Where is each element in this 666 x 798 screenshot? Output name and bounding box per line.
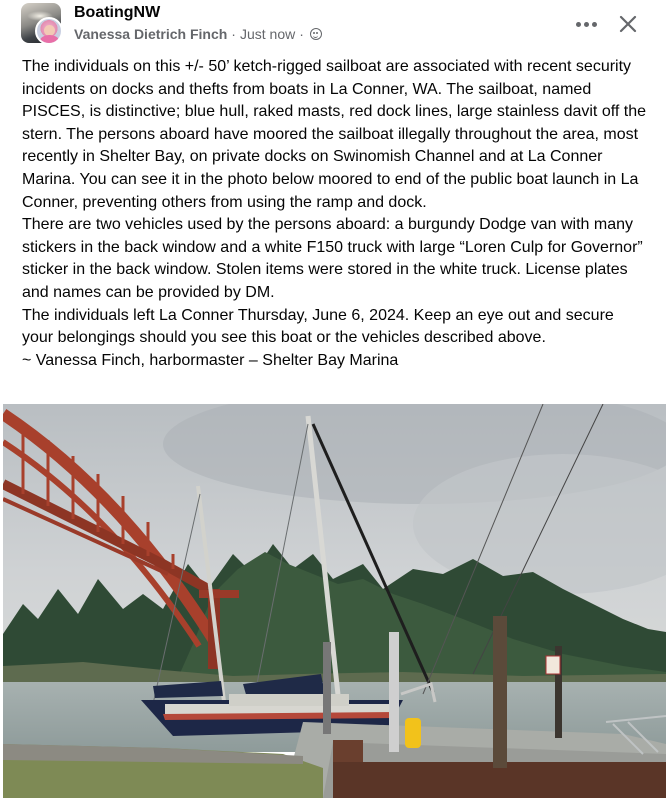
author-name[interactable]: Vanessa Dietrich Finch [74, 26, 228, 42]
meta-separator: · [231, 26, 236, 42]
post-body [22, 56, 648, 372]
meta-separator-2: · [299, 26, 304, 42]
sailboat-photo [3, 404, 666, 798]
user-avatar[interactable] [35, 17, 63, 45]
post-paragraph: The individuals on this +/- 50’ ketch-rigged sailboat are associated with recent security incidents on docks and thefts from boats in La Conner, WA. The sailboat, named PISCES, is distinctive; blue hull, raked masts, red dock lines, large stainless davit off the stern. The persons aboard have moored the sailboat illegally throughout the area, most recently in Shelter Bay, on private docks on Swinomish Channel and at La Conner Marina. You can see it in the photo below moored to end of the public boat launch in La Conner, preventing others from using the ramp and dock. [22, 58, 646, 211]
post-paragraph: ~ Vanessa Finch, harbormaster – Shelter Bay Marina [22, 351, 399, 369]
group-name[interactable]: BoatingNW [74, 4, 161, 21]
close-icon [618, 14, 638, 34]
more-options-button[interactable] [568, 6, 604, 42]
close-button[interactable] [610, 6, 646, 42]
globe-icon[interactable] [310, 28, 322, 40]
post-photo[interactable] [3, 404, 666, 798]
post-paragraph: The individuals left La Conner Thursday, June 6, 2024. Keep an eye out and secure your belongings should you see this boat or the vehicles described above. [22, 306, 614, 347]
more-horizontal-icon [576, 22, 581, 27]
post-header [0, 0, 666, 52]
post-paragraph: There are two vehicles used by the persons aboard: a burgundy Dodge van with many stickers in the back window and a white F150 truck with large “Loren Culp for Governor” sticker in the back window. Stolen items were stored in the white truck. License plates and names can be provided by DM. [22, 216, 643, 301]
post-meta [74, 26, 322, 42]
avatar-group[interactable] [21, 3, 63, 45]
post-timestamp[interactable]: Just now [239, 26, 296, 42]
